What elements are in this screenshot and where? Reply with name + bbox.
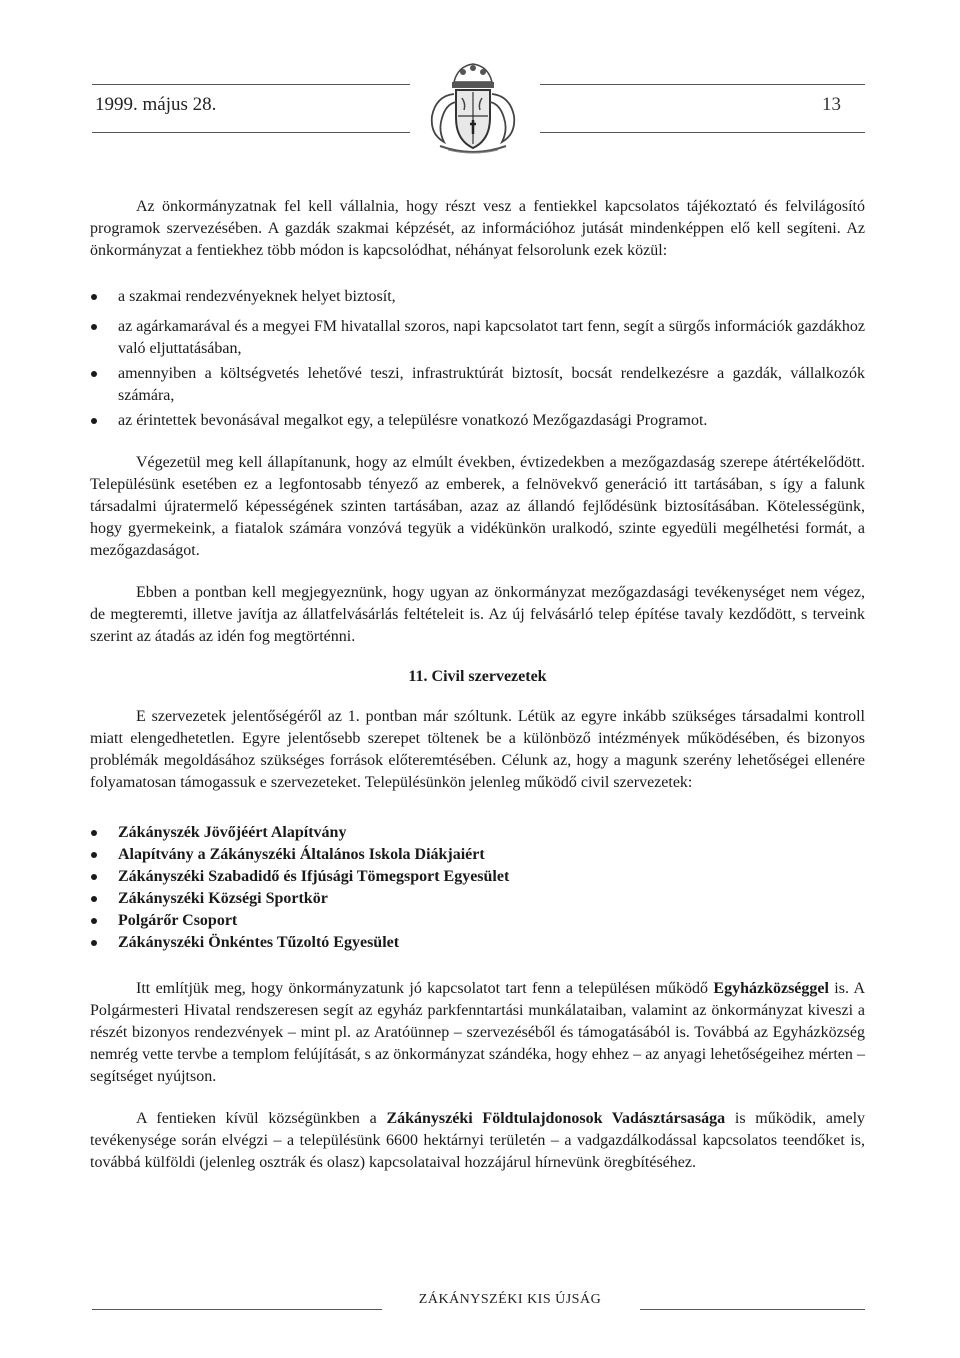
paragraph-civil-orgs: E szervezetek jelentőségéről az 1. pontban már szóltunk. Létük az egyre inkább szükséges társadalmi kontroll miatt elengedhetetlen. Egyre jelentősebb szerepet töltenek be a különböző intézmények működésében, és bizonyos problémák megoldásához szükséges források előteremtésében. Célunk az, hogy a magunk szerény lehetőségei ellenére folyamatosan támogassuk e szervezeteket. Településünkön jelenleg működő civil szervezetek: xyxy=(90,708,865,791)
list-item: az agárkamarával és a megyei FM hivatallal szoros, napi kapcsolatot tart fenn, segít a sürgős információk gazdákhoz való eljuttatásában, xyxy=(90,316,865,360)
header-rule-right-bottom xyxy=(540,132,865,133)
article-body xyxy=(90,196,865,1174)
list-item: Zákányszéki Önkéntes Tűzoltó Egyesület xyxy=(90,932,865,954)
header-rule-right xyxy=(540,84,865,85)
page-number: 13 xyxy=(822,94,841,115)
list-item: Alapítvány a Zákányszéki Általános Iskola Diákjaiért xyxy=(90,844,865,866)
paragraph-livestock: Ebben a pontban kell megjegyeznünk, hogy ugyan az önkormányzat mezőgazdasági tevékenységet nem végez, de megteremti, illetve javítja az állatfelvásárlás feltételeit is. Az új felvásárló telep építése tavaly kezdődött, s terveink szerint az átadás az idén fog megtörténni. xyxy=(90,584,865,645)
bullet-list-tasks xyxy=(90,286,865,432)
list-item: Polgárőr Csoport xyxy=(90,910,865,932)
church-text-a: Itt említjük meg, hogy önkormányzatunk jó kapcsolatot tart fenn a településen működő xyxy=(136,980,714,997)
hunting-text-a: A fentieken kívül községünkben a xyxy=(136,1110,387,1127)
list-item: a szakmai rendezvényeknek helyet biztosít, xyxy=(90,286,865,308)
list-item: Zákányszéki Szabadidő és Ifjúsági Tömegsport Egyesület xyxy=(90,866,865,888)
paragraph-church xyxy=(90,978,865,1088)
church-name: Egyházközséggel xyxy=(713,980,829,997)
paragraph-intro: Az önkormányzatnak fel kell vállalnia, hogy részt vesz a fentiekkel kapcsolatos tájékoztató és felvilágosító programok szervezésében. A gazdák szakmai képzését, az információhoz jutását mindenképpen elő kell segíteni. Az önkormányzat a fentiekhez több módon is kapcsolódhat, néhányat felsorolunk ezek közül: xyxy=(90,198,865,259)
org-list xyxy=(90,822,865,954)
hunting-society-name: Zákányszéki Földtulajdonosok Vadásztársasága xyxy=(386,1110,726,1127)
section-title: 11. Civil szervezetek xyxy=(408,668,547,685)
paragraph-hunting xyxy=(90,1108,865,1174)
footer-rule-left xyxy=(92,1309,382,1310)
header-rule-left xyxy=(92,84,410,85)
church-text-b: is. A Polgármesteri Hivatal rendszeresen segít az egyház parkfenntartási munkálataiban, valamint az önkormányzat kiveszi a részét bizonyos rendezvények – mint pl. az Aratóünnep – szervezéséből és támogatásából is. Továbbá az Egyházközség nemrég vette tervbe a templom felújítását, s az önkormányzat szándéka, hogy ehhez – az anyagi lehetőségeihez mérten – segítséget nyújtson. xyxy=(90,980,865,1085)
footer-publication: ZÁKÁNYSZÉKI KIS ÚJSÁG xyxy=(418,1292,602,1307)
list-item: Zákányszéki Községi Sportkör xyxy=(90,888,865,910)
list-item: Zákányszék Jövőjéért Alapítvány xyxy=(90,822,865,844)
footer-rule-right xyxy=(640,1309,865,1310)
header-date: 1999. május 28. xyxy=(95,94,217,115)
paragraph-agriculture-role: Végezetül meg kell állapítanunk, hogy az elmúlt években, évtizedekben a mezőgazdaság szerepe átértékelődött. Településünk esetében ez a legfontosabb tényező az emberek, a felnövekvő generáció itt tartásában, s így a falunk társadalmi újratermelő képességének szinten tartásában, azaz az állandó fejlődésünk biztosításában. Kötelességünk, hogy gyermekeink, a fiatalok számára vonzóvá tegyük a vidékünkön uralkodó, szinte egyedüli megélhetési formát, a mezőgazdaságot. xyxy=(90,454,865,559)
header-rule-left-bottom xyxy=(92,132,410,133)
list-item: az érintettek bevonásával megalkot egy, a településre vonatkozó Mezőgazdasági Programot. xyxy=(90,410,865,432)
list-item: amennyiben a költségvetés lehetővé teszi, infrastruktúrát biztosít, bocsát rendelkezésre a gazdák, vállalkozók számára, xyxy=(90,363,865,407)
coat-of-arms-icon xyxy=(418,60,528,158)
hunting-text-b: is működik, amely tevékenysége során elvégzi – a településünk 6600 hektárnyi területén – a vadgazdálkodással kapcsolatos teendőket is, továbbá külföldi (jelenleg osztrák és olasz) kapcsolataival hozzájárul hírnevünk öregbítéséhez. xyxy=(90,1110,866,1171)
